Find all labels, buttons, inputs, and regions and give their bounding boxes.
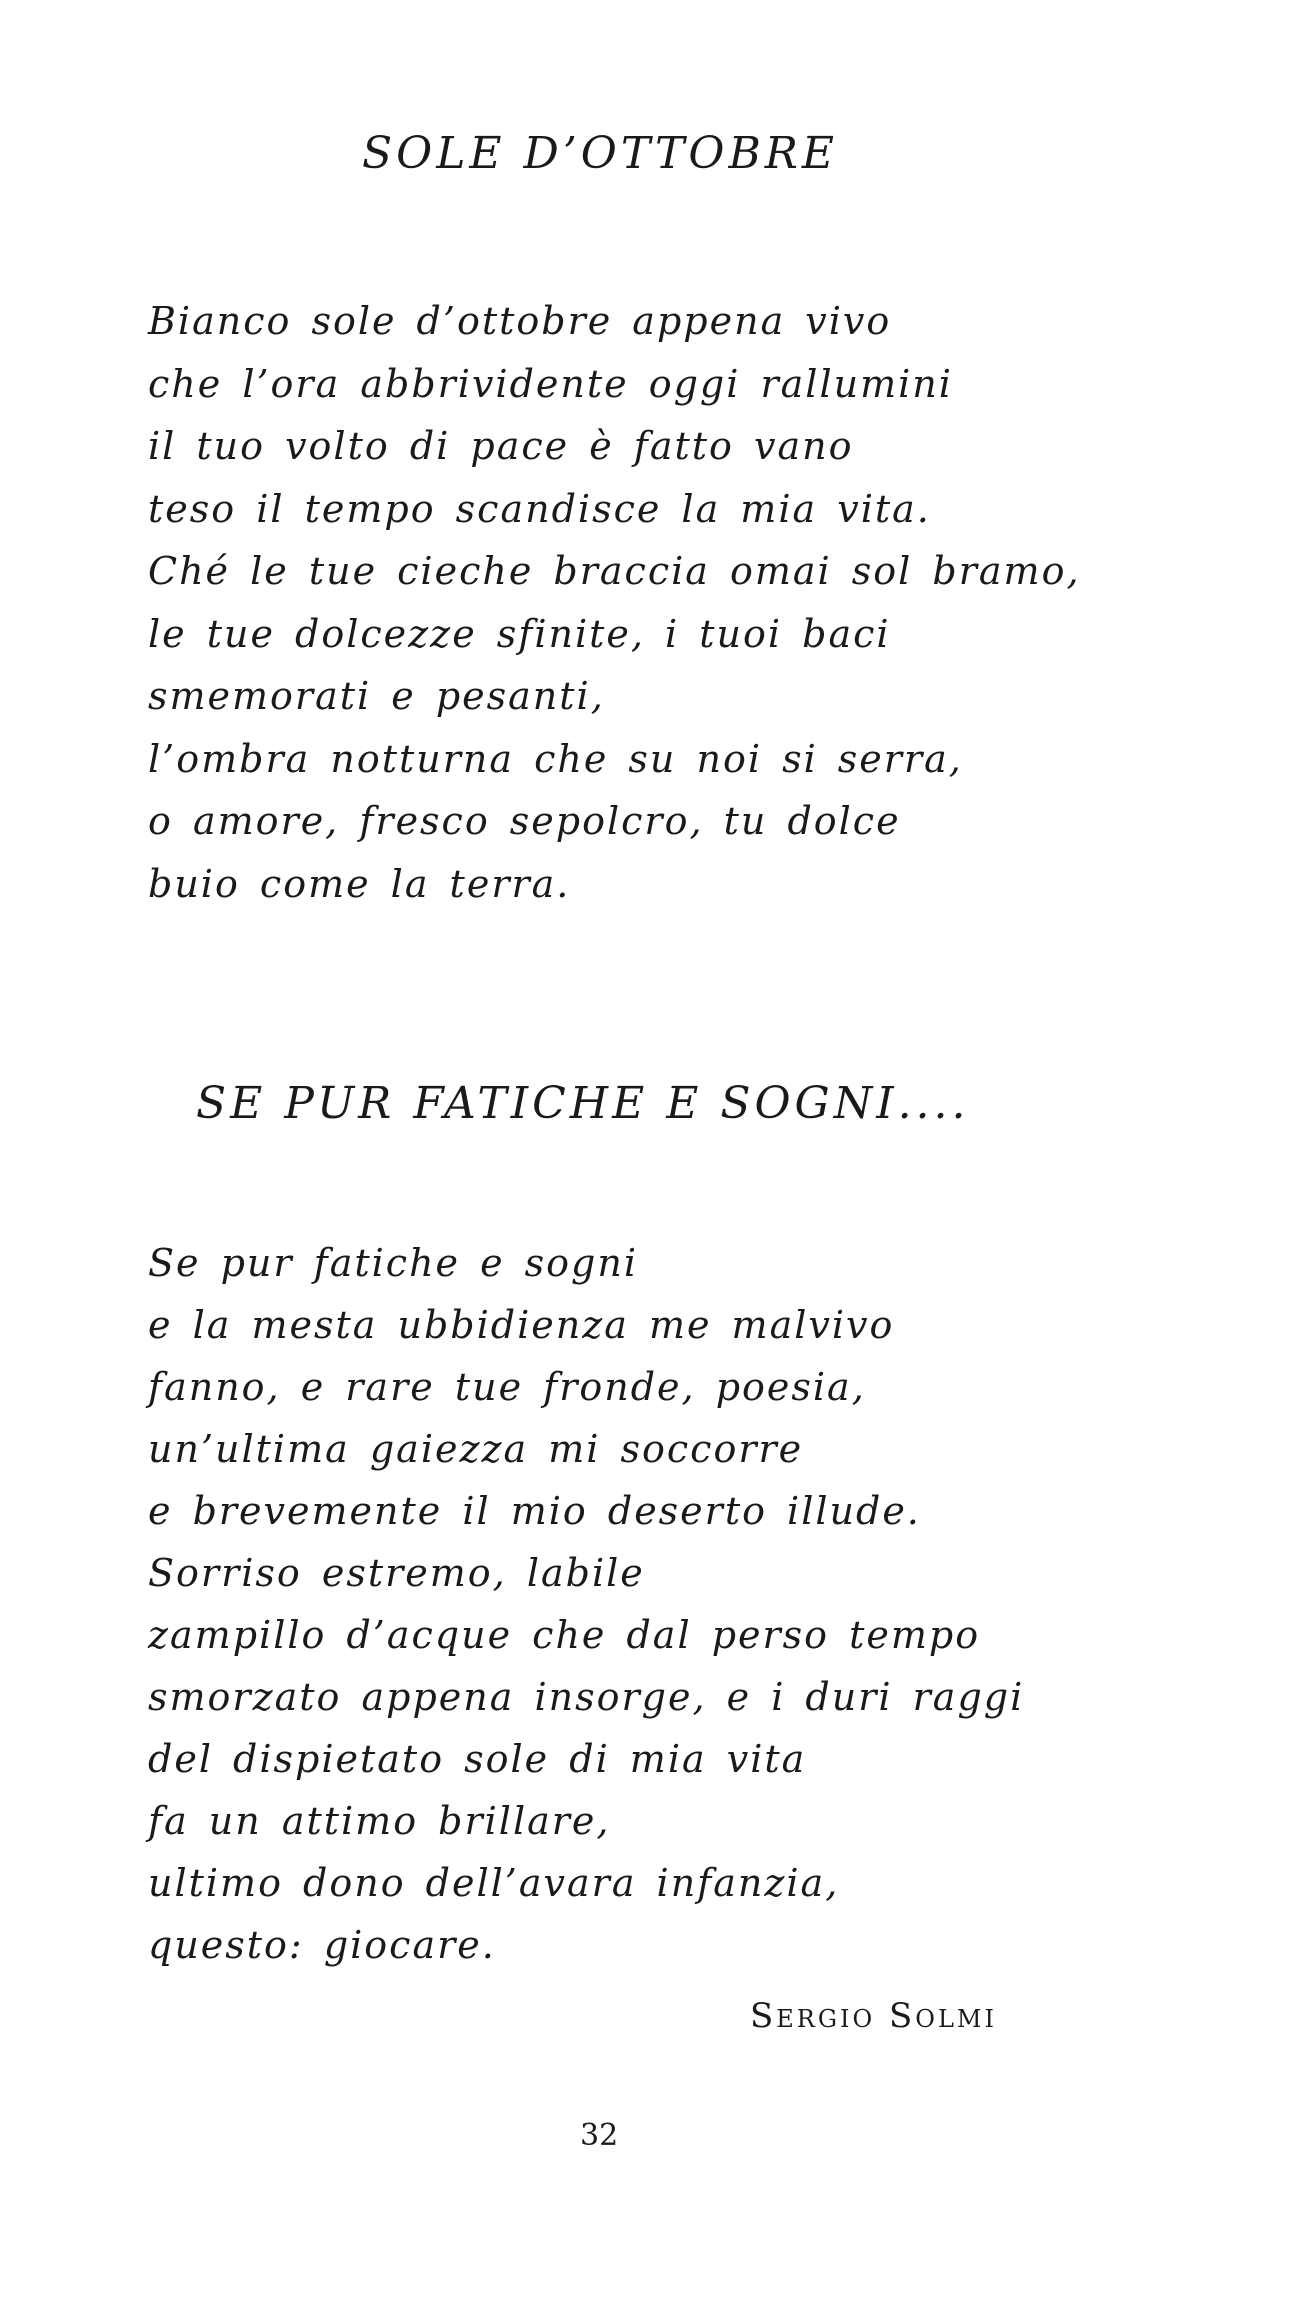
poem-line: o amore, fresco sepolcro, tu dolce bbox=[148, 799, 901, 843]
poem-line: ultimo dono dell’avara infanzia, bbox=[148, 1861, 840, 1905]
poem-line: Se pur fatiche e sogni bbox=[148, 1241, 639, 1285]
poem-line: buio come la terra. bbox=[148, 861, 571, 906]
poem-line: Sorriso estremo, labile bbox=[148, 1551, 645, 1595]
poem-line: e la mesta ubbidienza me malvivo bbox=[148, 1303, 895, 1347]
poem-line: smorzato appena insorge, e i duri raggi bbox=[148, 1675, 1025, 1719]
poem-line: che l’ora abbrividente oggi rallumini bbox=[148, 361, 953, 406]
poem-line: l’ombra notturna che su noi si serra, bbox=[148, 736, 963, 781]
poem-line: zampillo d’acque che dal perso tempo bbox=[148, 1613, 981, 1657]
poem-line: fa un attimo brillare, bbox=[148, 1799, 611, 1843]
poem-line: teso il tempo scandisce la mia vita. bbox=[148, 486, 931, 531]
poem-line: del dispietato sole di mia vita bbox=[148, 1737, 807, 1781]
poem-line: smemorati e pesanti, bbox=[148, 674, 605, 718]
poem-line: le tue dolcezze sfinite, i tuoi baci bbox=[148, 611, 891, 656]
poem-line: questo: giocare. bbox=[148, 1923, 496, 1967]
author-signature: Sergio Solmi bbox=[750, 1996, 997, 2036]
poem-line: e brevemente il mio deserto illude. bbox=[148, 1489, 921, 1533]
poem-body bbox=[148, 290, 1081, 915]
poem-line: Bianco sole d’ottobre appena vivo bbox=[148, 299, 892, 343]
poem-line: il tuo volto di pace è fatto vano bbox=[148, 424, 854, 468]
poem-line: Ché le tue cieche braccia omai sol bramo, bbox=[148, 549, 1081, 593]
page-number: 32 bbox=[580, 2118, 619, 2153]
poem-title: SOLE D’OTTOBRE bbox=[362, 128, 839, 179]
poem-line: un’ultima gaiezza mi soccorre bbox=[148, 1427, 804, 1471]
poem-title: SE PUR FATICHE E SOGNI.... bbox=[196, 1078, 970, 1129]
poem-line: fanno, e rare tue fronde, poesia, bbox=[148, 1365, 866, 1409]
poem-body bbox=[148, 1232, 1024, 1976]
